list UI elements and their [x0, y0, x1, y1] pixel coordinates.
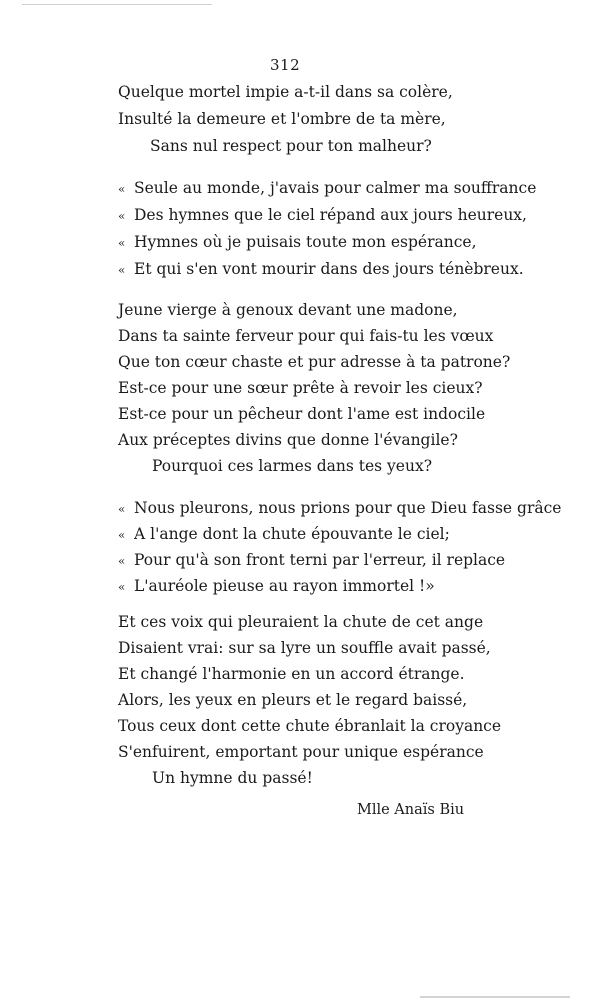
poem-line-text: Hymnes où je puisais toute mon espérance,: [134, 233, 477, 251]
poem-line-text: Et qui s'en vont mourir dans des jours ténèbreux.: [134, 260, 524, 278]
poem-line: Disaient vrai: sur sa lyre un souffle avait passé,: [118, 639, 491, 657]
page-number: 312: [270, 56, 301, 74]
poem-line: Jeune vierge à genoux devant une madone,: [118, 301, 458, 319]
poem-line: Quelque mortel impie a-t-il dans sa colère,: [118, 83, 453, 101]
quote-mark: «: [118, 263, 126, 277]
poem-line: Dans ta sainte ferveur pour qui fais-tu les vœux: [118, 327, 494, 345]
poem-line: [118, 232, 477, 253]
quote-mark: «: [118, 502, 126, 516]
poem-line: Pourquoi ces larmes dans tes yeux?: [152, 457, 433, 475]
poem-line-text: Nous pleurons, nous prions pour que Dieu fasse grâce: [134, 499, 562, 517]
poem-line-text: Pour qu'à son front terni par l'erreur, il replace: [134, 551, 506, 569]
scan-edge-top: [22, 4, 212, 5]
quote-mark: «: [118, 209, 126, 223]
quote-mark: «: [118, 236, 126, 250]
poem-line: [118, 576, 435, 597]
poem-line: [118, 498, 561, 519]
poem-line: Est-ce pour un pêcheur dont l'ame est indocile: [118, 405, 486, 423]
quote-mark: «: [118, 182, 126, 196]
poem-line: S'enfuirent, emportant pour unique espérance: [118, 743, 484, 761]
poem-line: [118, 178, 536, 199]
poem-line: [118, 259, 524, 280]
poem-line: [118, 550, 505, 571]
poem-line: [118, 205, 527, 226]
poem-line-text: Des hymnes que le ciel répand aux jours heureux,: [134, 206, 527, 224]
poem-line: Que ton cœur chaste et pur adresse à ta patrone?: [118, 353, 511, 371]
poem-line: Insulté la demeure et l'ombre de ta mère,: [118, 110, 446, 128]
quote-mark: «: [118, 580, 126, 594]
author-signature: Mlle Anaïs Biu: [357, 802, 465, 818]
quote-mark: «: [118, 554, 126, 568]
poem-line: Sans nul respect pour ton malheur?: [150, 137, 432, 155]
poem-line-text: A l'ange dont la chute épouvante le ciel;: [134, 525, 450, 543]
poem-line: Et ces voix qui pleuraient la chute de cet ange: [118, 613, 484, 631]
poem-line-text: L'auréole pieuse au rayon immortel !»: [134, 577, 435, 595]
poem-line: [118, 524, 450, 545]
poem-line-text: Seule au monde, j'avais pour calmer ma souffrance: [134, 179, 537, 197]
poem-line: Alors, les yeux en pleurs et le regard baissé,: [118, 691, 468, 709]
scan-edge-bottom: [420, 996, 570, 998]
quote-mark: «: [118, 528, 126, 542]
poem-line: Aux préceptes divins que donne l'évangile?: [118, 431, 458, 449]
poem-line: Et changé l'harmonie en un accord étrange.: [118, 665, 465, 683]
poem-line: Un hymne du passé!: [152, 769, 313, 787]
poem-line: Est-ce pour une sœur prête à revoir les cieux?: [118, 379, 483, 397]
poem-line: Tous ceux dont cette chute ébranlait la croyance: [118, 717, 502, 735]
